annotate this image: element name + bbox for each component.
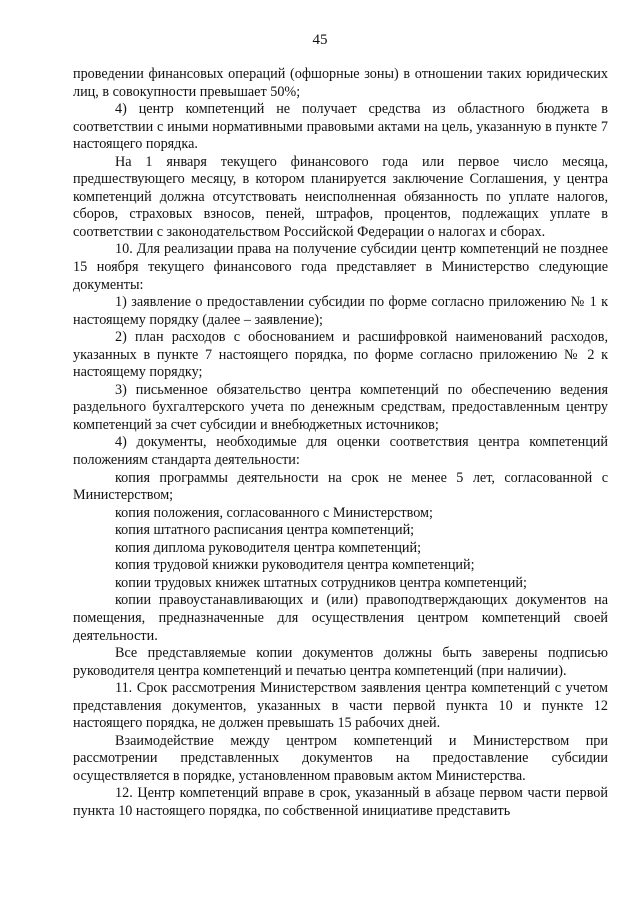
paragraph: копии правоустанавливающих и (или) правоподтверждающих документов на помещения, предназначенные для осуществления центром компетенций своей деятельности. — [73, 592, 608, 644]
paragraph: На 1 января текущего финансового года или первое число месяца, предшествующего месяцу, в котором планируется заключение Соглашения, у центра компетенций должна отсутствовать неисполненная обязанность по уплате налогов, сборов, страховых взносов, пеней, штрафов, процентов, подлежащих уплате в соответствии с законодательством Российской Федерации о налогах и сборах. — [73, 153, 608, 240]
paragraph: 1) заявление о предоставлении субсидии по форме согласно приложению № 1 к настоящему порядку (далее – заявление); — [73, 294, 608, 328]
paragraph: 4) центр компетенций не получает средства из областного бюджета в соответствии с иными нормативными правовыми актами на цель, указанную в пункте 7 настоящего порядка. — [73, 101, 608, 153]
paragraph: копии трудовых книжек штатных сотрудников центра компетенций; — [115, 574, 527, 591]
paragraph: Взаимодействие между центром компетенций и Министерством при рассмотрении представленных документов на предоставление субсидии осуществляется в порядке, установленном правовым актом Министерства. — [73, 732, 608, 784]
page-number: 45 — [312, 32, 328, 48]
paragraph: копия штатного расписания центра компетенций; — [115, 522, 415, 539]
paragraph: 2) план расходов с обоснованием и расшифровкой наименований расходов, указанных в пункте 7 настоящего порядка, по форме согласно приложению № 2 к настоящему порядку; — [73, 329, 608, 381]
paragraph: копия диплома руководителя центра компетенций; — [115, 539, 422, 556]
paragraph: копия программы деятельности на срок не менее 5 лет, согласованной с Министерством; — [73, 469, 608, 504]
document-body — [73, 66, 608, 821]
paragraph: копия трудовой книжки руководителя центра компетенций; — [115, 557, 475, 574]
paragraph: проведении финансовых операций (офшорные зоны) в отношении таких юридических лиц, в совокупности превышает 50%; — [73, 66, 608, 100]
paragraph: 4) документы, необходимые для оценки соответствия центра компетенций положениям стандарта деятельности: — [73, 434, 608, 469]
paragraph: Все представляемые копии документов должны быть заверены подписью руководителя центра компетенций и печатью центра компетенций (при наличии). — [73, 645, 608, 679]
paragraph: 12. Центр компетенций вправе в срок, указанный в абзаце первом части первой пункта 10 настоящего порядка, по собственной инициативе представить — [73, 785, 608, 819]
paragraph: 3) письменное обязательство центра компетенций по обеспечению ведения раздельного бухгалтерского учета по денежным средствам, предоставленным центру компетенций за счет субсидии и внебюджетных источников; — [73, 381, 608, 433]
paragraph: копия положения, согласованного с Министерством; — [115, 504, 433, 521]
paragraph: 11. Срок рассмотрения Министерством заявления центра компетенций с учетом представления документов, указанных в части первой пункта 10 и пункте 12 настоящего порядка, не должен превышать 15 рабочих дней. — [73, 680, 608, 732]
paragraph: 10. Для реализации права на получение субсидии центр компетенций не позднее 15 ноября текущего финансового года представляет в Министерство следующие документы: — [73, 241, 608, 293]
